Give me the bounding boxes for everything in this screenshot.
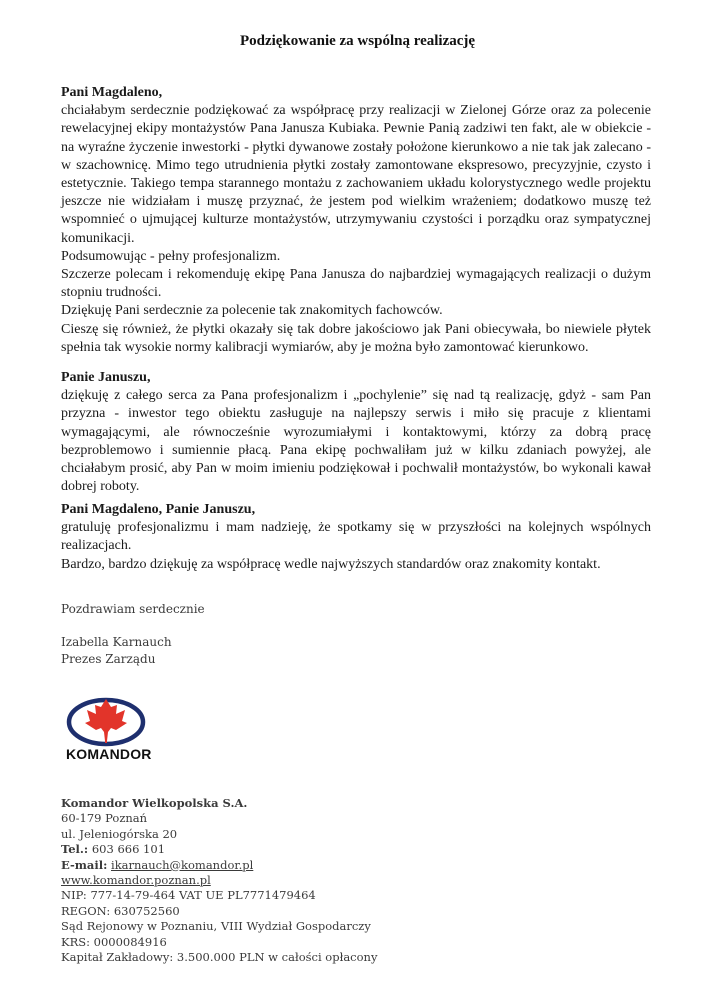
phone-line (61, 842, 377, 857)
section-magdalena (61, 84, 651, 357)
paragraph: Podsumowując - pełny profesjonalizm. (61, 248, 281, 264)
paragraph: Cieszę się również, że płytki okazały się tak dobre jakościowo jak Pani obiecywała, bo niewiele płytek spełnia tak wysokie normy kalibracji wymiarów, aby je można było zamontować kierunkowo. (61, 321, 651, 355)
signature-block (61, 634, 172, 668)
email-line (61, 858, 377, 873)
section-both (61, 501, 651, 574)
court-line: Sąd Rejonowy w Poznaniu, VIII Wydział Gospodarczy (61, 919, 371, 934)
company-name: Komandor Wielkopolska S.A. (61, 796, 248, 810)
krs-line: KRS: 0000084916 (61, 934, 167, 949)
regon-line: REGON: 630752560 (61, 903, 180, 918)
paragraph: Szczerze polecam i rekomenduję ekipę Pana Janusza do najbardziej wymagających realizacji o dużym stopniu trudności. (61, 267, 651, 301)
postal-address: 60-179 Poznań (61, 811, 148, 826)
greeting: Pani Magdaleno, Panie Januszu, (61, 502, 256, 517)
signer-name: Izabella Karnauch (61, 635, 172, 649)
website-link[interactable]: www.komandor.poznan.pl (61, 873, 211, 888)
signer-title: Prezes Zarządu (61, 652, 156, 666)
nip-line: NIP: 777-14-79-464 VAT UE PL7771479464 (61, 888, 316, 903)
street-address: ul. Jeleniogórska 20 (61, 826, 178, 841)
tel-value: 603 666 101 (91, 842, 166, 857)
capital-line: Kapitał Zakładowy: 3.500.000 PLN w całości opłacony (61, 950, 378, 965)
document-title: Podziękowanie za wspólną realizację (239, 33, 476, 49)
paragraph: chciałabym serdecznie podziękować za współpracę przy realizacji w Zielonej Górze oraz za polecenie rewelacyjnej ekipy montażystów Pana Janusza Kubiaka. Pewnie Panią zadziwi ten fakt, ale w obiekcie - na wyraźne życzenie inwestorki - płytki dywanowe zostały położone kierunkowo a nie tak jak zalecano - w szachownicę. Mimo tego utrudnienia płytki zostały zamontowane ekspresowo, precyzyjnie, czysto i estetycznie. Takiego tempa starannego montażu z zachowaniem układu kolorystycznego wedle projektu jeszcze nie widziałam i muszę przyznać, że jestem pod wielkim wrażeniem; dodatkowo muszę też wspomnieć o ujmującej kulturze montażystów, utrzymywaniu czystości i porządku oraz sympatycznej komunikacji. (61, 103, 651, 246)
greeting: Pani Magdaleno, (61, 85, 163, 100)
paragraph: Dziękuję Pani serdecznie za polecenie tak znakomitych fachowców. (61, 303, 443, 319)
greeting: Panie Januszu, (61, 370, 151, 385)
tel-label: Tel.: (61, 842, 89, 857)
paragraph: Bardzo, bardzo dziękuję za współpracę wedle najwyższych standardów oraz znakomity kontakt. (61, 556, 601, 572)
section-janusz (61, 369, 651, 496)
email-label: E-mail: (61, 857, 108, 872)
email-link[interactable]: ikarnauch@komandor.pl (111, 857, 254, 872)
paragraph: gratuluję profesjonalizmu i mam nadzieję, że spotkamy się w przyszłości na kolejnych wspólnych realizacjach. (61, 520, 651, 554)
company-footer (61, 796, 377, 965)
logo-wordmark: KOMANDOR (66, 746, 152, 762)
paragraph: dziękuję z całego serca za Pana profesjonalizm i „pochylenie” się nad tą realizację, gdyż - sam Pan przyzna - inwestor tego obiektu zasługuje na najlepszy serwis i miło się pracuje z klientami wymagającymi, ale równocześnie wyrozumiałymi i kontaktowymi, którzy za dobrą pracę bezproblemowo i sumiennie płacą. Pana ekipę pochwaliłam już w kilku zdaniach powyżej, ale chciałabym prosić, aby Pan w moim imieniu podziękował i pochwalił montażystów, bo wykonali kawał dobrej roboty. (61, 388, 651, 495)
closing-line: Pozdrawiam serdecznie (61, 602, 205, 616)
